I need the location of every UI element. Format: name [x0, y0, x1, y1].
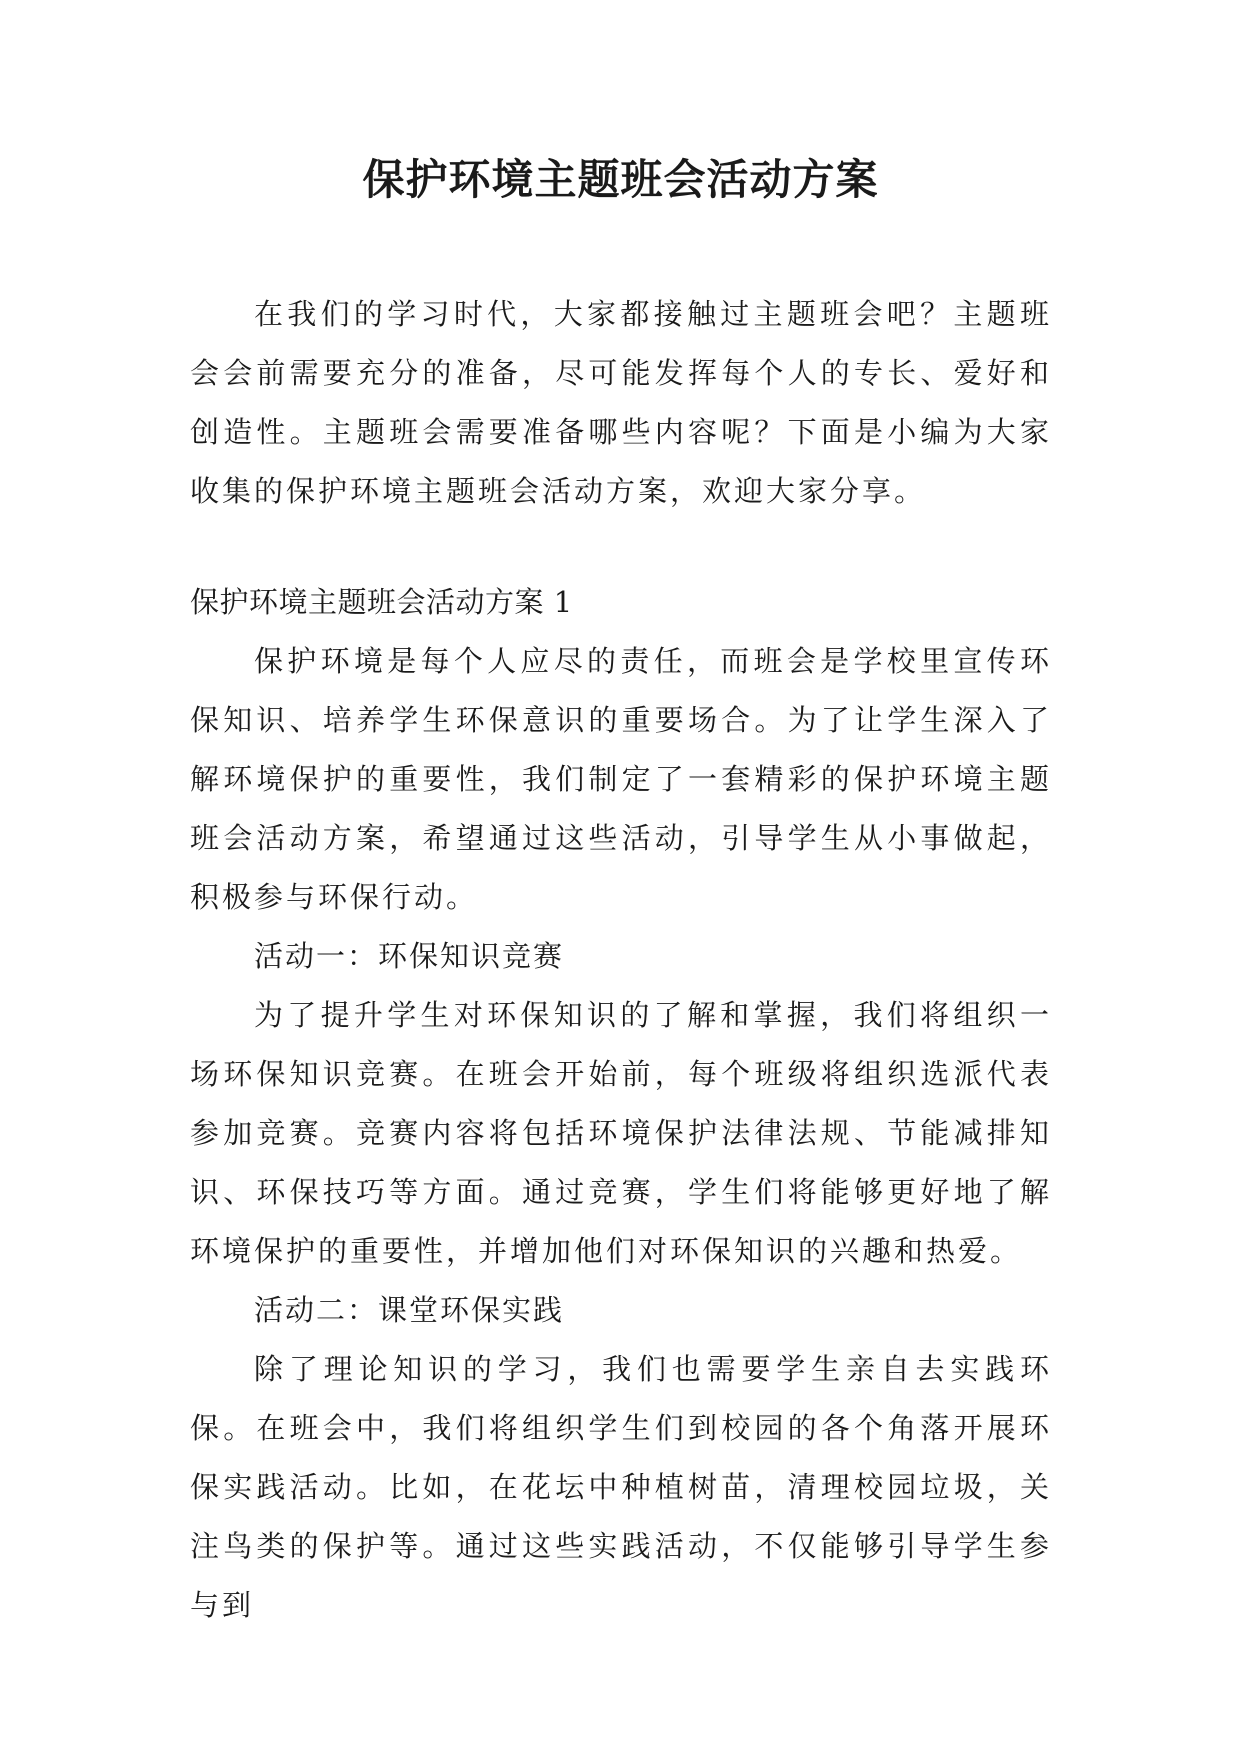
document-body	[190, 285, 1052, 1635]
section-heading: 保护环境主题班会活动方案 1	[190, 585, 573, 619]
page-title: 保护环境主题班会活动方案	[362, 155, 879, 204]
activity-one-paragraph: 为了提升学生对环保知识的了解和掌握，我们将组织一场环保知识竞赛。在班会开始前，每个班级将组织选派代表参加竞赛。竞赛内容将包括环境保护法律法规、节能减排知识、环保技巧等方面。通过竞赛，学生们将能够更好地了解环境保护的重要性，并增加他们对环保知识的兴趣和热爱。	[190, 998, 1052, 1268]
activity-one-heading: 活动一：环保知识竞赛	[254, 939, 565, 973]
activity-two-heading: 活动二：课堂环保实践	[254, 1293, 565, 1327]
activity-two-paragraph: 除了理论知识的学习，我们也需要学生亲自去实践环保。在班会中，我们将组织学生们到校园的各个角落开展环保实践活动。比如，在花坛中种植树苗，清理校园垃圾，关注鸟类的保护等。通过这些实践活动，不仅能够引导学生参与到	[190, 1352, 1052, 1622]
section-paragraph: 保护环境是每个人应尽的责任，而班会是学校里宣传环保知识、培养学生环保意识的重要场合。为了让学生深入了解环境保护的重要性，我们制定了一套精彩的保护环境主题班会活动方案，希望通过这些活动，引导学生从小事做起，积极参与环保行动。	[190, 644, 1052, 914]
intro-paragraph: 在我们的学习时代，大家都接触过主题班会吧？主题班会会前需要充分的准备，尽可能发挥每个人的专长、爱好和创造性。主题班会需要准备哪些内容呢？下面是小编为大家收集的保护环境主题班会活动方案，欢迎大家分享。	[190, 297, 1052, 508]
